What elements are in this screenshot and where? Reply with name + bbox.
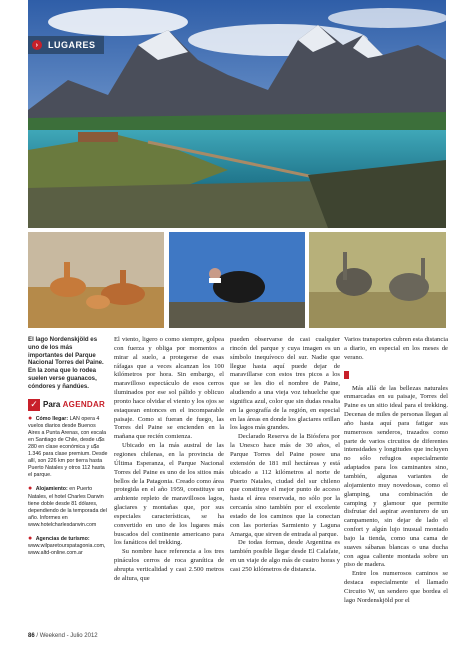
paragraph: Declarado Reserva de la Biósfera por la Unesco hace más de 30 años, el Parque Torres del Paine posee una extensión de 181 mil hectáreas y está ubicado a 112 kilómetros al norte de Puerto Natales, ciudad del sur chileno que constituye el mejor punto de acceso hasta el área reservada, no sólo por la cercanía sino también por el excelente estado de los caminos que la conectan con las porterías Sarmiento y Laguna Amarga, que sirven de entrada al parque.: [230, 433, 340, 538]
text-column-3: [344, 336, 448, 606]
paragraph: Su nombre hace referencia a los tres pináculos cerros de roca granítica de abrupta verticalidad y casi 2.500 metros de altura, que: [114, 548, 224, 582]
condor-photo: [169, 232, 306, 328]
bullet-icon: ●: [28, 534, 33, 542]
paragraph: Entre los numerosos caminos se destaca especialmente el llamado Circuito W, un sendero que bordea el lago Nordenskjöld por el: [344, 570, 448, 604]
text-column-2: [230, 336, 340, 575]
bullet-icon: ●: [28, 414, 33, 422]
nandu-photo: [309, 232, 446, 328]
agenda-prefix: Para: [43, 400, 61, 410]
hero-photo: [28, 0, 446, 228]
text-column-1: [114, 336, 224, 584]
bullet-icon: ●: [28, 485, 33, 493]
paragraph: pueden observarse de casi cualquier rincón del parque y cuya imagen es un símbolo inequívoco del sur. Nadie que llegue hasta aquí puede dejar de maravillarse con estos tres picos a los que se les dio el nombre de Paine, aludiendo a una vieja voz tehuelche que significa azul, color que sin dudas resalta en la geografía de la región, en especial en las áreas en donde los glaciares orillan los lagos más grandes.: [230, 336, 340, 432]
paragraph: Ubicado en la más austral de las regiones chilenas, en la provincia de Última Esperanza, el Parque Nacional Torres del Paine es uno de los sitios más bellos de la Patagonia. Creado como área protegida en el año 1959, constituye un ambiente repleto de maravillosos lagos, glaciares y montañas que, por sus especiales características, se ha convertido en uno de los lugares más buscados del continente americano para los fanáticos del trekking.: [114, 442, 224, 547]
photo-caption: El lago Nordenskjöld es uno de los más importantes del Parque Nacional Torres del Paine. En la zona que lo rodea suelen verse guanacos, cóndores y ñandúes.: [28, 336, 104, 390]
footer-text: / Weekend - Julio 2012: [36, 633, 98, 639]
agenda-title: AGENDAR: [62, 400, 106, 410]
agenda-header: [28, 399, 108, 411]
subheading-marker-icon: [344, 371, 349, 379]
agenda-item: ● Alojamiento: en Puerto Natales, el hotel Charles Darwin tiene doble desde 81 dólares, dependiendo de la temporada del año. Informes en www.hotelcharlesdarwin.com: [28, 485, 107, 528]
agenda-item: ● Cómo llegar: LAN opera 4 vuelos diarios desde Buenos Aires a Punta Arenas, con escala en Santiago de Chile, desde u$s 280 en clase económica y u$s 1.346 para clase premium. Desde allí, son 226 km por tierra hasta Puerto Natales y otros 112 hasta el parque.: [28, 414, 108, 479]
page-number: 86: [28, 633, 35, 639]
page-footer: [28, 633, 98, 639]
paragraph: El viento, ligero o como siempre, golpea con fuerza y obliga por momentos a mirar al suelo, a protegerse de esas ráfagas que a veces alcanzan los 100 kilómetros por hora. Sin embargo, el maravilloso espectáculo de esos cerros iluminados por ese sol pálido y oblicuo pronto hace olvidar el viento y los ojos se estaquean entonces en el incomparable paisaje. Como si fueran de fuego, las Torres del Paine se encienden en la mañana que recién comienza.: [114, 336, 224, 441]
paragraph: Varios transportes cubren esta distancia a diario, en especial en los meses de verano.: [344, 336, 448, 361]
paragraph: Más allá de las bellezas naturales enmarcadas en su paisaje, Torres del Paine es un sitio ideal para el trekking. Decenas de miles de personas llegan al año hasta aquí para fatigar sus numerosos senderos, trazados como parte de varios circuitos de diferentes intensidades y longitudes que incluyen no sólo refugios especialmente adaptados para los caminantes sino, también, algunas variantes de alojamiento muy novedosas, como el glamping, una combinación de camping y glamour que permite disfrutar del aspirar aventurero de un campamento, sin dejar de lado el confort y algún lujo inusual montado bajo la tienda, como una cama de suaves sábanas blancas o una ducha con agua caliente montada sobre un piso de madera.: [344, 384, 448, 569]
lake-mountains-illustration: [28, 0, 446, 228]
subheading: [344, 371, 448, 379]
checkmark-icon: ✓: [28, 399, 40, 411]
section-tab: [28, 36, 104, 54]
agenda-item: ● Agencias de turismo: www.wilparetourspatagonia.com, www.altd-online.com.ar: [28, 534, 106, 557]
sidebar: [28, 336, 108, 563]
paragraph: De todas formas, desde Argentina es también posible llegar desde El Calafate, en un viaje de algo más de cuatro horas y casi 250 kilómetros de distancia.: [230, 539, 340, 573]
photo-strip: [28, 232, 446, 328]
guanacos-photo: [28, 232, 165, 328]
section-label: LUGARES: [48, 40, 96, 50]
chevron-right-icon: ›: [32, 40, 42, 50]
